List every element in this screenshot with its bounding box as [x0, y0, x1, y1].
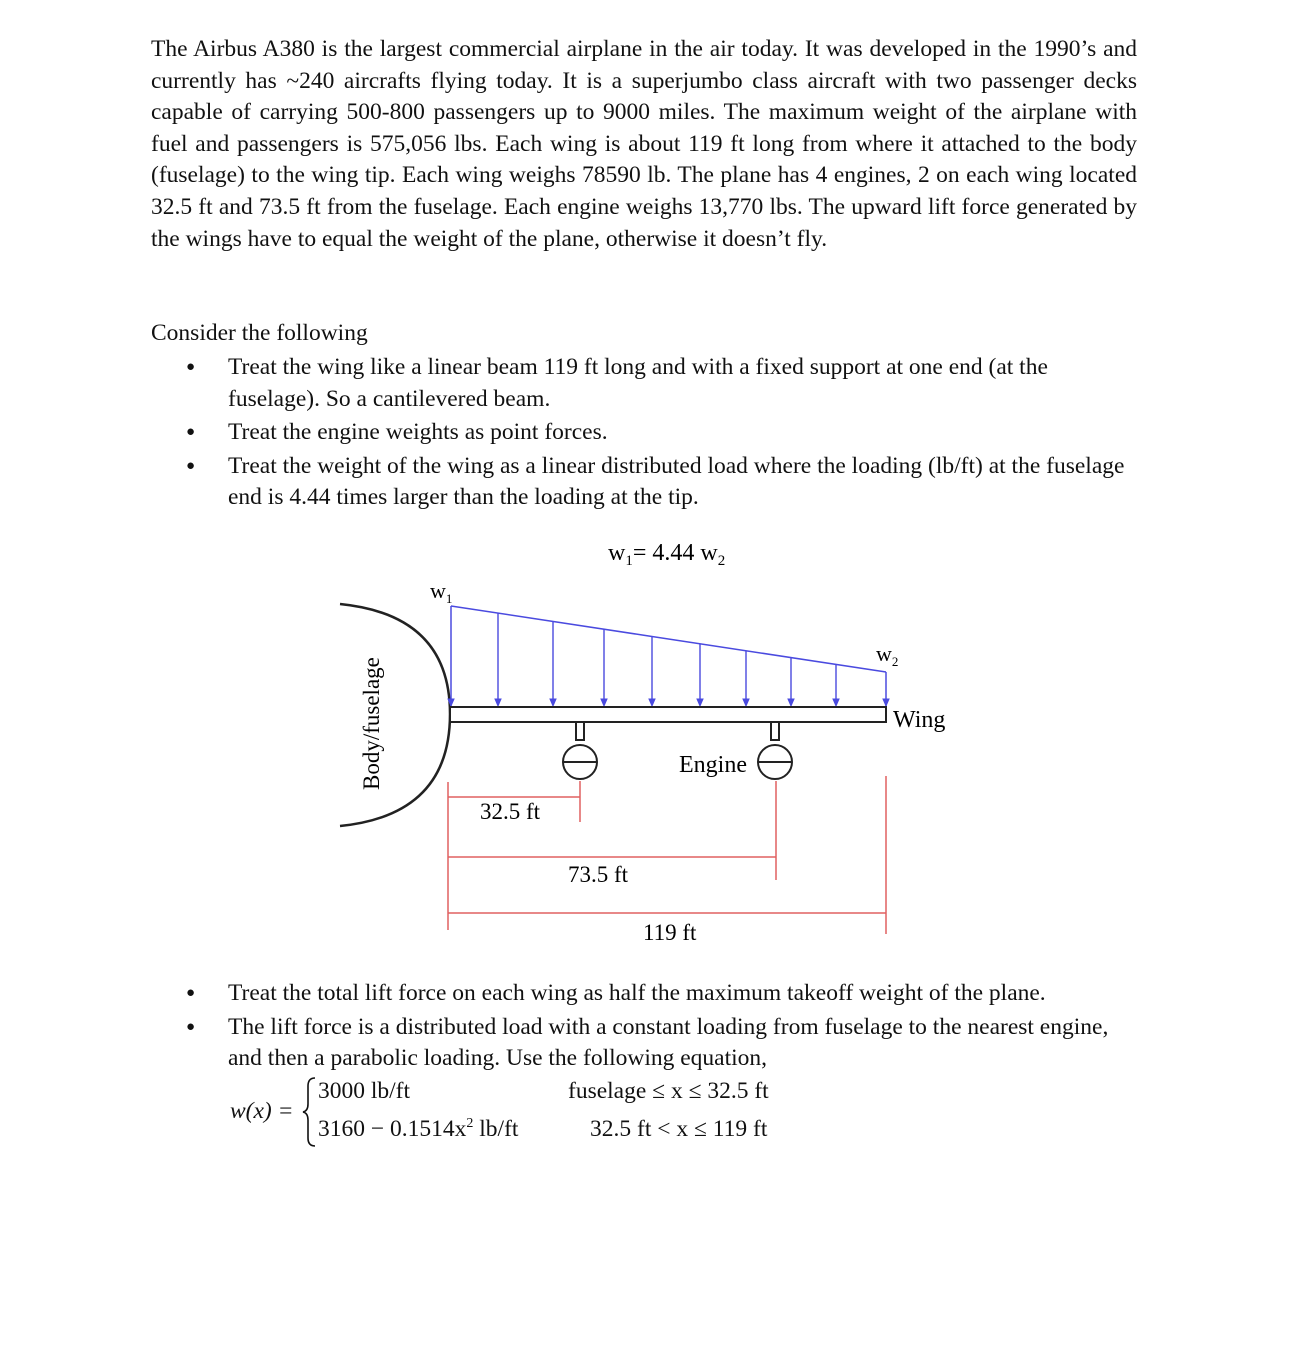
wing-label: Wing	[893, 707, 946, 733]
wing-beam	[450, 707, 886, 722]
intro-paragraph: The Airbus A380 is the largest commercial airplane in the air today. It was developed in the 1990’s and currently has ~240 aircrafts flying today. It is a superjumbo class aircraft with two passenger decks capable of carrying 500-800 passengers up to 9000 miles. The maximum weight of the airplane with fuel and passengers is 575,056 lbs. Each wing is about 119 ft long from where it attached to the body (fuselage) to the wing tip. Each wing weighs 78590 lb. The plane has 4 engines, 2 on each wing located 32.5 ft and 73.5 ft from the fuselage. Each engine weighs 13,770 lbs. The upward lift force generated by the wings have to equal the weight of the plane, otherwise it doesn’t fly.	[151, 36, 1137, 252]
load-arrow-head	[833, 699, 839, 706]
load-arrow-head	[649, 699, 655, 706]
case-2-expression: $3160 - 0.1514x^2$ lb/ft	[318, 1116, 519, 1142]
load-arrow-head	[601, 699, 607, 706]
load-arrow-head	[550, 699, 556, 706]
consider-heading: Consider the following	[151, 320, 368, 346]
engine-2	[758, 722, 792, 779]
dimension-32-5: 32.5 ft	[480, 799, 541, 824]
case-1-expression: 3000 lb/ft	[318, 1078, 411, 1104]
body-fuselage-label: Body/fuselage	[359, 657, 384, 790]
assumptions-list	[228, 352, 1128, 516]
lift-assumptions-list	[228, 978, 1128, 1077]
case-1-condition: fuselage ≤ x ≤ 32.5 ft	[568, 1078, 769, 1104]
case-2-condition: 32.5 ft < x ≤ 119 ft	[590, 1116, 768, 1142]
engine-label: Engine	[679, 752, 747, 778]
load-arrow-head	[883, 699, 889, 706]
load-arrow-head	[697, 699, 703, 706]
list-item: ● Treat the weight of the wing as a linear distributed load where the loading (lb/ft) at the fuselage end is 4.44 times larger than the loading at the tip.	[228, 451, 1128, 514]
list-item: ● The lift force is a distributed load with a constant loading from fuselage to the nearest engine, and then a parabolic loading. Use the following equation,	[228, 1012, 1128, 1075]
equation-lhs: w(x) =	[230, 1098, 294, 1124]
engine-1	[563, 722, 597, 779]
load-arrow-head	[743, 699, 749, 706]
list-item: ● Treat the wing like a linear beam 119 ft long and with a fixed support at one end (at the fuselage). So a cantilevered beam.	[228, 352, 1128, 415]
w2-label: $w_2$	[876, 641, 899, 669]
dimension-73-5: 73.5 ft	[568, 862, 629, 887]
distributed-load	[448, 606, 889, 706]
load-arrow-head	[788, 699, 794, 706]
load-arrow-head	[495, 699, 501, 706]
list-item: ● Treat the engine weights as point forces.	[228, 417, 1128, 449]
fuselage-arc	[340, 604, 450, 826]
dimension-119: 119 ft	[643, 920, 697, 945]
piecewise-brace	[302, 1076, 318, 1148]
load-relation-label: $w_1= 4.44$ $w_2$	[608, 540, 726, 569]
list-item: ● Treat the total lift force on each wing as half the maximum takeoff weight of the plane.	[228, 978, 1128, 1010]
wing-beam-diagram	[0, 530, 1290, 950]
w1-label: $w_1$	[430, 578, 453, 606]
